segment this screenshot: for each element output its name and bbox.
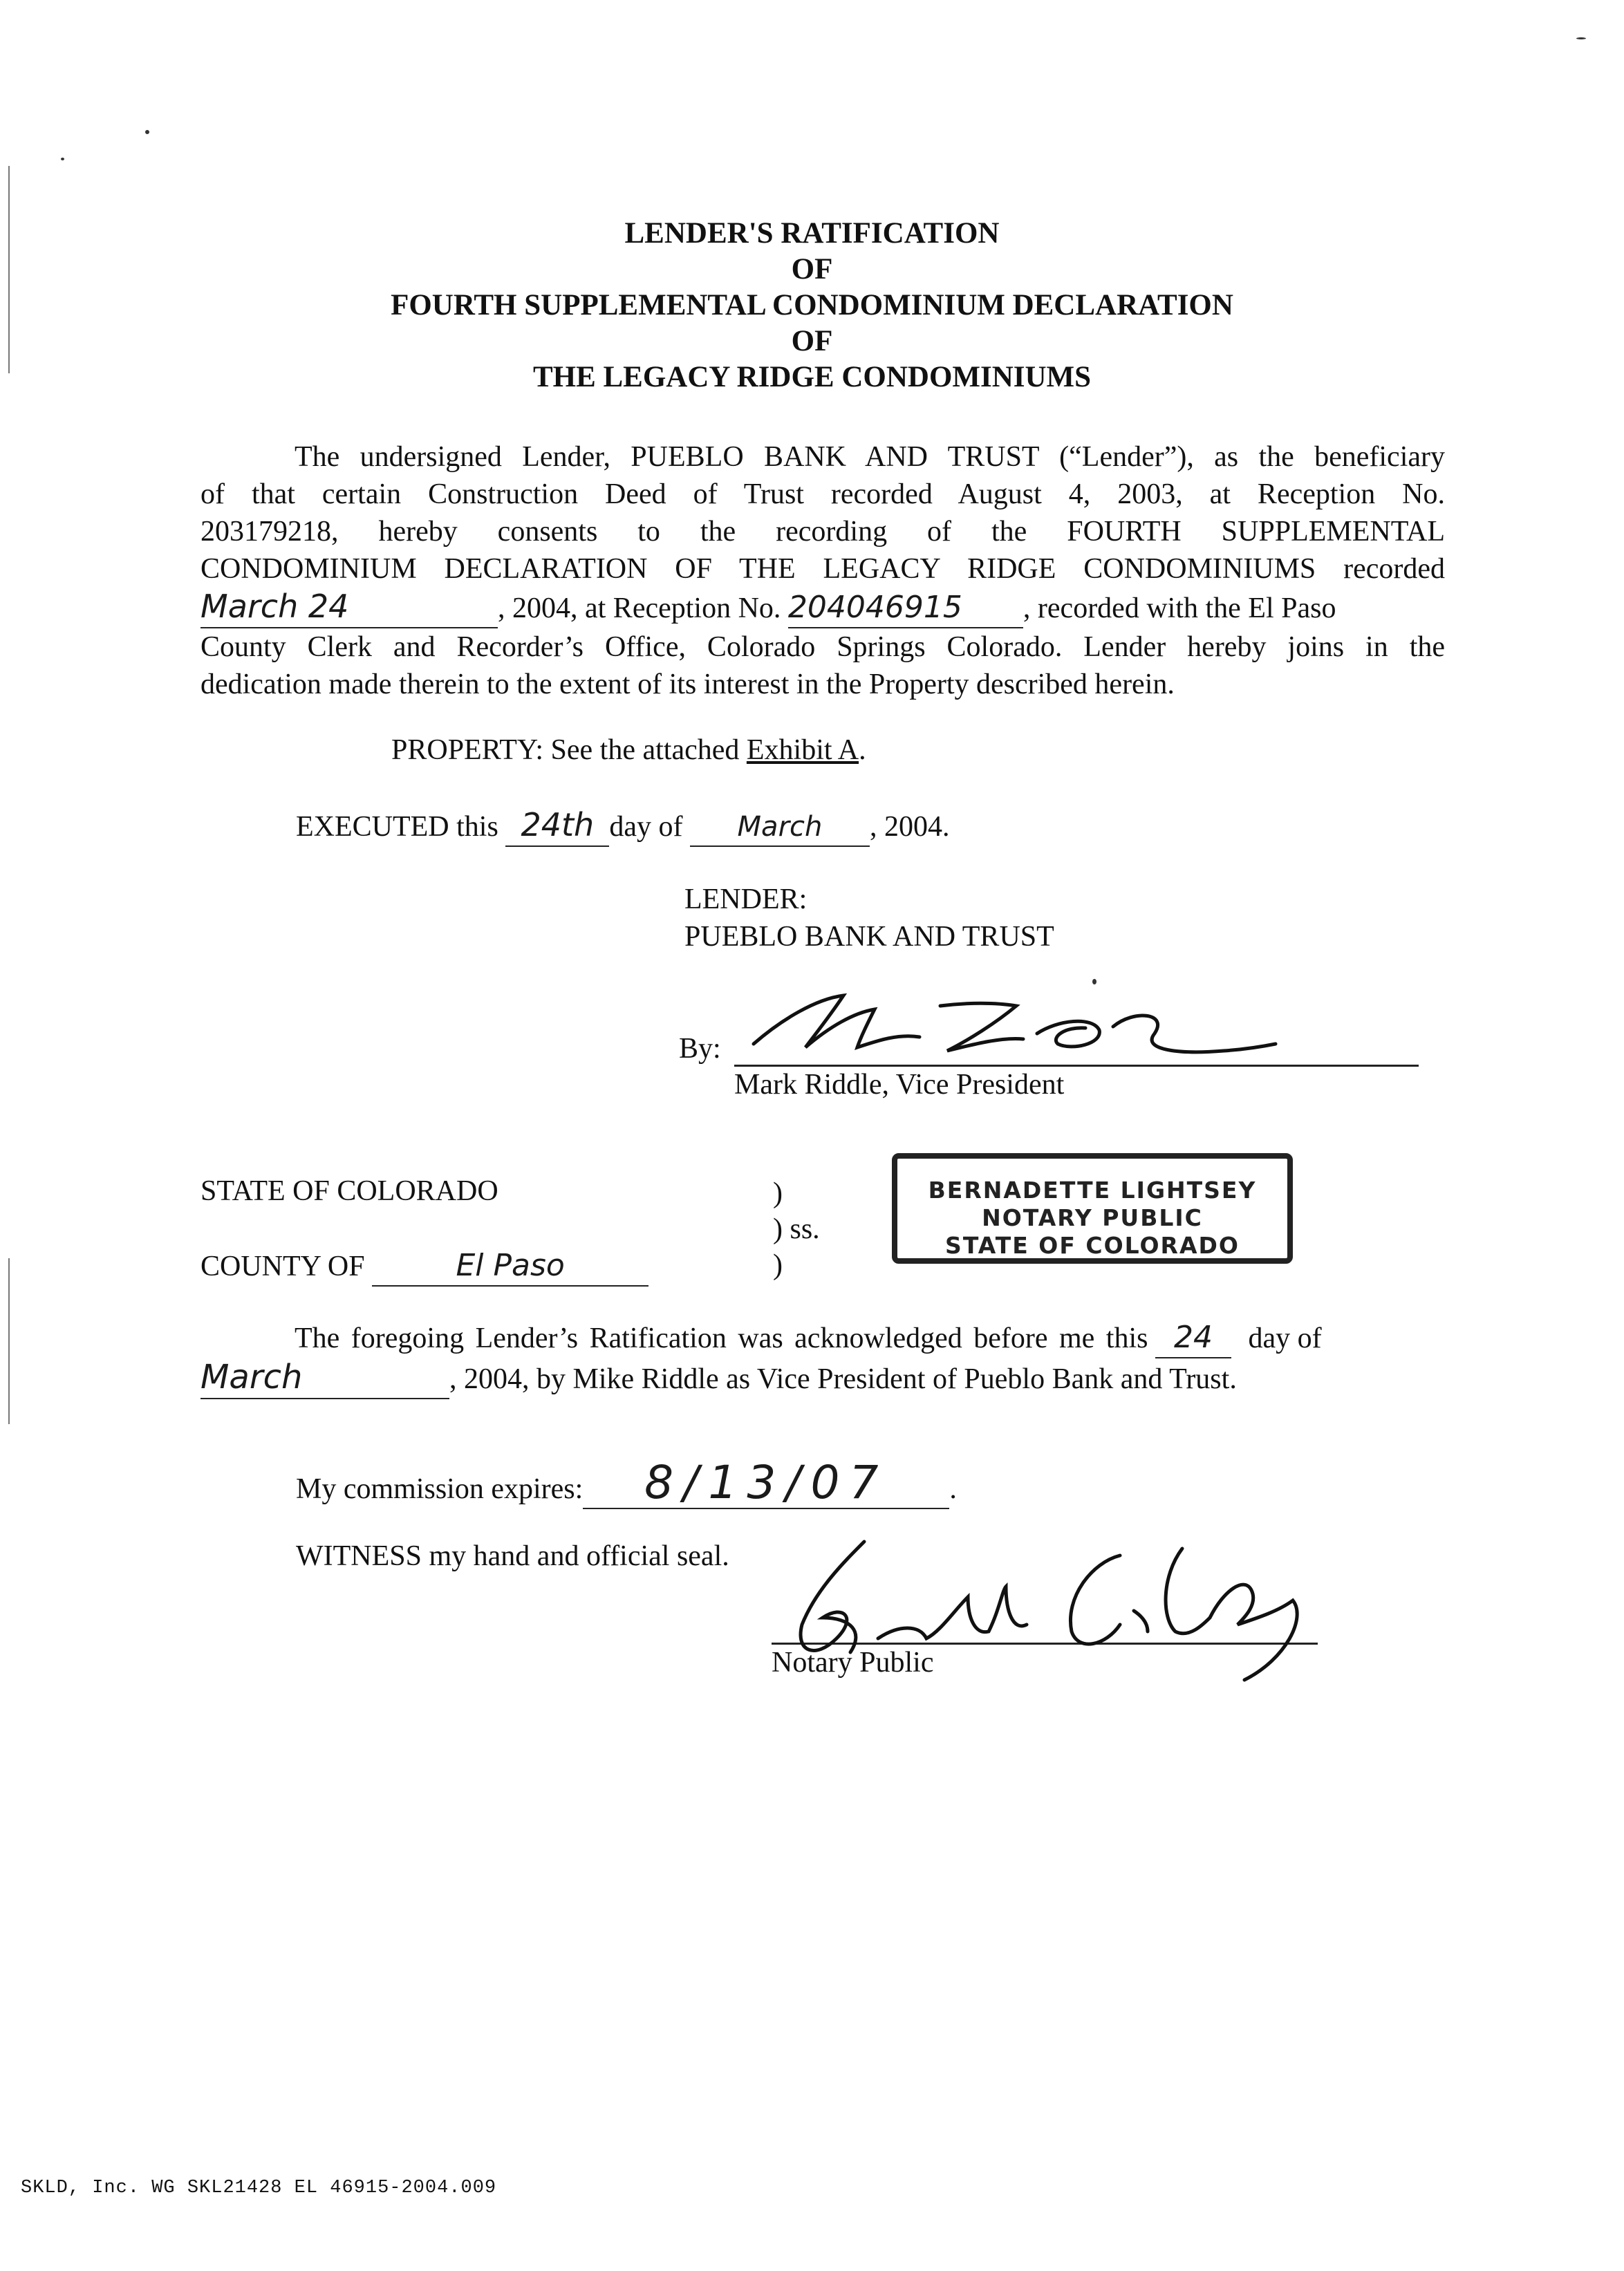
stamp-title: NOTARY PUBLIC (982, 1204, 1203, 1231)
venue-parens (773, 1175, 820, 1283)
property-line (391, 731, 866, 769)
executed-line (296, 806, 949, 847)
witness-text: WITNESS my hand and official seal. (296, 1540, 729, 1572)
recorded-date-blank (200, 588, 498, 628)
reception-no-handwritten: 204046915 (787, 590, 962, 625)
recorded-date-handwritten: March 24 (200, 588, 349, 625)
paren-3: ) (773, 1249, 783, 1281)
ack-day-handwritten: 24 (1173, 1320, 1213, 1355)
notary-public-label: Notary Public (772, 1647, 934, 1679)
property-period: . (859, 734, 866, 766)
intro-line-2: of that certain Construction Deed of Trust recorded August 4, 2003, at Reception No. (200, 478, 1445, 510)
executed-month-handwritten: March (737, 811, 823, 843)
county-prefix: COUNTY OF (200, 1251, 365, 1282)
property-label: PROPERTY: See the attached (391, 734, 747, 766)
executed-prefix: EXECUTED this (296, 811, 498, 843)
document-title (0, 216, 1624, 395)
executed-month-blank (690, 808, 870, 847)
scan-speck (1576, 37, 1586, 39)
ack-month-blank (200, 1358, 449, 1399)
scan-speck (1092, 979, 1096, 984)
ack-line-1-end: day of (1248, 1323, 1322, 1354)
lender-signer-name: Mark Riddle, Vice President (734, 1069, 1065, 1101)
title-line-1: LENDER'S RATIFICATION (624, 217, 1000, 250)
intro-line-6: County Clerk and Recorder’s Office, Colorado Springs Colorado. Lender hereby joins in the (200, 631, 1445, 663)
intro-line-3: 203179218, hereby consents to the recording of the FOURTH SUPPLEMENTAL (200, 516, 1445, 548)
paren-ss: ) ss. (773, 1213, 820, 1245)
title-line-5: THE LEGACY RIDGE CONDOMINIUMS (532, 361, 1092, 393)
lender-label: LENDER: (684, 884, 808, 915)
scan-edge-mark (8, 1258, 10, 1424)
stamp-state: STATE OF COLORADO (945, 1232, 1240, 1259)
title-line-4: OF (791, 325, 833, 357)
exhibit-link: Exhibit A (746, 734, 859, 766)
scan-edge-mark (8, 166, 10, 373)
executed-mid: day of (609, 811, 683, 843)
commission-label: My commission expires: (296, 1473, 584, 1505)
by-label: By: (679, 1033, 721, 1065)
paren-1: ) (773, 1177, 783, 1209)
scan-speck (145, 130, 149, 134)
intro-line-1: The undersigned Lender, PUEBLO BANK AND TRUST (“Lender”), as the beneficiary (295, 441, 1445, 473)
ack-line-1 (200, 1319, 1445, 1358)
scan-speck (61, 158, 64, 160)
venue-county-line (200, 1247, 648, 1287)
intro-line-4: CONDOMINIUM DECLARATION OF THE LEGACY RIDGE CONDOMINIUMS recorded (200, 553, 1445, 585)
county-blank (372, 1247, 648, 1287)
intro-line-5-end: , recorded with the El Paso (1023, 592, 1336, 624)
reception-no-blank (788, 589, 1023, 628)
lender-block (684, 881, 1054, 955)
intro-paragraph (200, 438, 1445, 703)
intro-line-5-mid: , 2004, at Reception No. (498, 592, 781, 624)
lender-signature (740, 978, 1279, 1075)
county-handwritten: El Paso (456, 1248, 565, 1283)
intro-line-7: dedication made therein to the extent of its interest in the Property described herein. (200, 669, 1175, 700)
document-footer: SKLD, Inc. WG SKL21428 EL 46915-2004.009 (21, 2178, 497, 2198)
executed-day-handwritten: 24th (521, 806, 595, 843)
stamp-name: BERNADETTE LIGHTSEY (928, 1177, 1257, 1204)
venue-state: STATE OF COLORADO (200, 1175, 498, 1207)
acknowledgment-paragraph (200, 1319, 1445, 1399)
title-line-2: OF (791, 253, 833, 286)
ack-line-1-start: The foregoing Lender’s Ratification was acknowledged before me this (295, 1323, 1148, 1354)
executed-suffix: , 2004. (869, 811, 950, 843)
commission-period: . (949, 1473, 957, 1505)
ack-month-handwritten: March (200, 1358, 303, 1396)
intro-line-5 (200, 588, 1445, 628)
commission-date-handwritten: 8/13/07 (644, 1456, 888, 1509)
commission-line (296, 1456, 957, 1509)
ack-line-2-rest: , 2004, by Mike Riddle as Vice President of Pueblo Bank and Trust. (449, 1363, 1237, 1395)
commission-date-blank (583, 1456, 949, 1509)
ack-day-blank (1155, 1319, 1231, 1358)
lender-name: PUEBLO BANK AND TRUST (684, 921, 1054, 953)
title-line-3: FOURTH SUPPLEMENTAL CONDOMINIUM DECLARATION (391, 289, 1233, 321)
ack-line-2 (200, 1358, 1445, 1399)
executed-day-blank (505, 806, 609, 847)
notary-stamp (892, 1153, 1293, 1264)
